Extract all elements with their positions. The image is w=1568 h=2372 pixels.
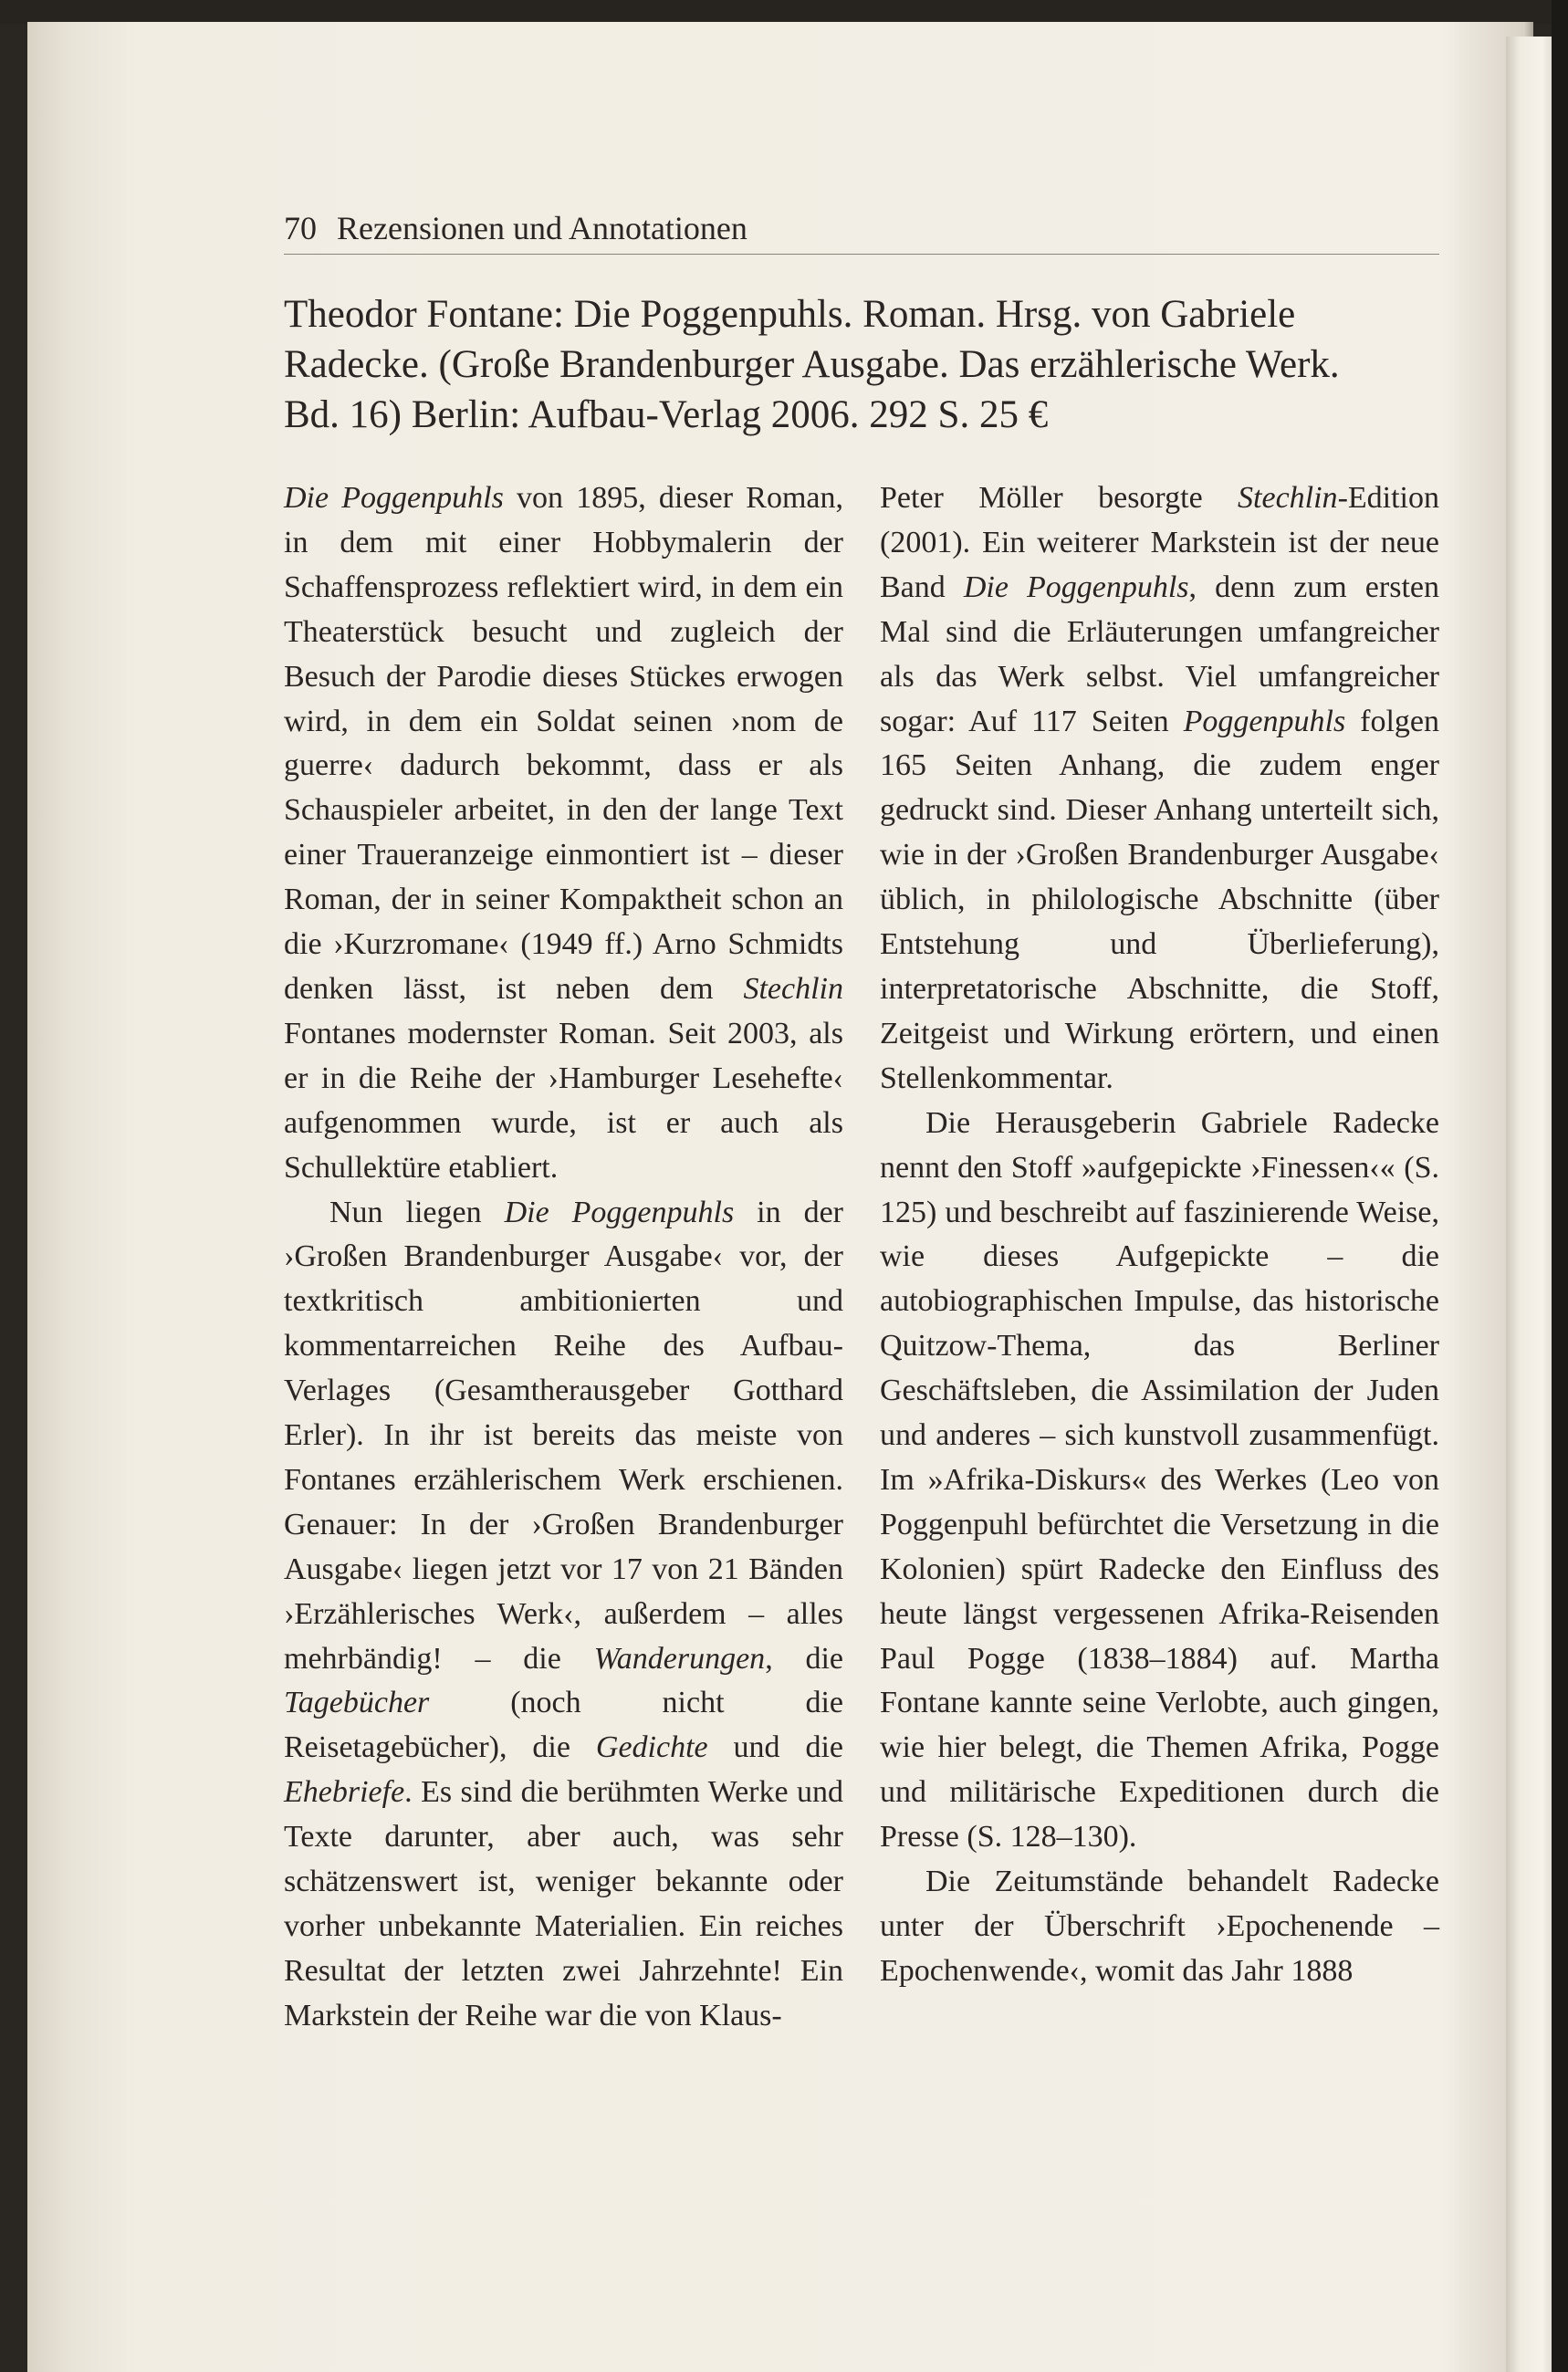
text-run: folgen 165 Seiten Anhang, die zudem enger gedruckt sind. Dieser Anhang unterteilt sich, wie in der ›Großen Brandenburger Ausgabe‹ üblich, in philologische Abschnitte (über Entstehung und Überlieferung), interpretatorische Abschnitte, die Stoff, Zeitgeist und Wirkung erörtern, und einen Stellenkommentar.: [880, 704, 1440, 1095]
italic-title: Stechlin: [1238, 481, 1338, 515]
italic-title: Die Poggenpuhls: [284, 481, 504, 515]
text-run: Fontanes modernster Roman. Seit 2003, als er in die Reihe der ›Hamburger Lesehefte‹ aufgenommen wurde, ist er auch als Schullektüre etabliert.: [284, 1016, 843, 1185]
page-number: 70: [284, 210, 317, 246]
italic-title: Tagebücher: [284, 1686, 430, 1720]
text-run: , denn zum ersten Mal sind die Erläuterungen umfangreicher als das Werk selbst. Viel umfangreicher sogar: Auf 117 Seiten: [880, 569, 1439, 738]
right-column: [880, 476, 1439, 2039]
italic-title: Die Poggenpuhls: [504, 1195, 735, 1229]
section-title: Rezensionen und Annotationen: [337, 210, 747, 246]
text-run: Nun liegen: [329, 1195, 505, 1229]
italic-title: Ehebriefe: [284, 1775, 405, 1810]
italic-title: Stechlin: [743, 971, 843, 1006]
text-run: , die: [765, 1641, 843, 1676]
left-column: [284, 476, 843, 2039]
text-columns: [284, 476, 1439, 2039]
paragraph-4: Die Herausgeberin Gabriele Radecke nennt den Stoff »aufgepickte ›Finessen‹« (S. 125) und beschreibt auf faszinierende Weise, wie dieses Aufgepickte – die autobiographischen Impulse, das historische Quitzow-Thema, das Berliner Geschäftsleben, die Assimilation der Juden und anderes – sich kunstvoll zusammenfügt. Im »Afrika-Diskurs« des Werkes (Leo von Poggenpuhl befürchtet die Versetzung in die Kolonien) spürt Radecke den Einfluss des heute längst vergessenen Afrika-Reisenden Paul Pogge (1838–1884) auf. Martha Fontane kannte seine Verlobte, auch gingen, wie hier belegt, die Themen Afrika, Pogge und militärische Expeditionen durch die Presse (S. 128–130).: [880, 1105, 1439, 1855]
paragraph-3: [880, 476, 1439, 1102]
scan-top-edge: [0, 0, 1568, 24]
text-run: von 1895, dieser Roman, in dem mit einer Hobbymalerin der Schaffensprozess reflektiert wird, in dem ein Theaterstück besucht und zugleich der Besuch der Parodie dieses Stückes erwogen wird, in dem ein Soldat seinen ›nom de guerre‹ dadurch bekommt, dass er als Schauspieler arbeitet, in den der lange Text einer Traueranzeige einmontiert ist – dieser Roman, der in seiner Kompaktheit schon an die ›Kurzromane‹ (1949 ff.) Arno Schmidts denken lässt, ist neben dem: [284, 481, 843, 1006]
text-run: und die: [707, 1730, 843, 1765]
text-run: Peter Möller besorgte: [880, 481, 1239, 515]
text-run: in der ›Großen Brandenburger Ausgabe‹ vor, der textkritisch ambitionierten und kommentarreichen Reihe des Aufbau-Verlages (Gesamtherausgeber Gotthard Erler). In ihr ist bereits das meiste von Fontanes erzählerischem Werk erschienen. Genauer: In der ›Großen Brandenburger Ausgabe‹ liegen jetzt vor 17 von 21 Bänden ›Erzählerisches Werk‹, außerdem – alles mehrbändig! – die: [284, 1195, 843, 1676]
text-run: -Edition (2001). Ein weiterer Markstein ist der neue Band: [880, 481, 1439, 604]
italic-title: Poggenpuhls: [1183, 704, 1346, 738]
italic-title: Gedichte: [595, 1730, 708, 1765]
scan-right-edge: [1552, 0, 1568, 2372]
text-run: (noch nicht die Reisetagebücher), die: [284, 1686, 843, 1765]
paragraph-1: [284, 476, 843, 1191]
paragraph-2: [284, 1191, 843, 2039]
text-run: . Es sind die berühmten Werke und Texte darunter, aber auch, was sehr schätzenswert ist, weniger bekannte oder vorher unbekannte Materialien. Ein reiches Resultat der letzten zwei Jahrzehnte! Ein Markstein der Reihe war die von Klaus-: [284, 1775, 843, 2032]
italic-title: Wanderungen: [593, 1641, 766, 1676]
page-content: [284, 203, 1439, 2039]
review-title: Theodor Fontane: Die Poggenpuhls. Roman. Hrsg. von Gabriele Radecke. (Große Brandenburger Ausgabe. Das erzählerische Werk. Bd. 16) Berlin: Aufbau-Verlag 2006. 292 S. 25 €: [284, 293, 1340, 436]
italic-title: Die Poggenpuhls: [963, 569, 1189, 604]
running-head: [284, 203, 1439, 255]
paragraph-5: Die Zeitumstände behandelt Radecke unter der Überschrift ›Epochenende – Epochenwende‹, womit das Jahr 1888: [880, 1865, 1439, 1988]
